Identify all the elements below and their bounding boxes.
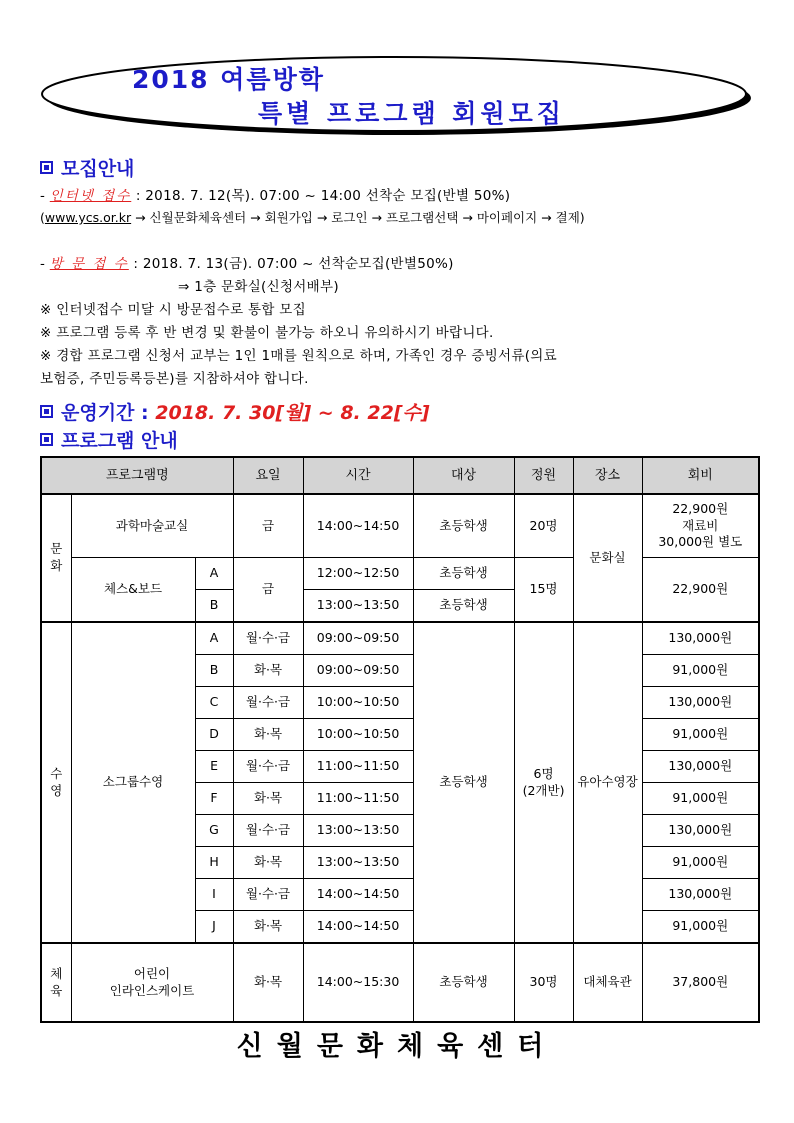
program-name: 소그룹수영 xyxy=(71,622,195,943)
program-day: 월·수·금 xyxy=(233,879,303,911)
program-target: 초등학생 xyxy=(413,943,514,1022)
square-bullet-icon xyxy=(40,405,53,418)
title-line-1: 2018 여름방학 xyxy=(132,65,325,94)
note-3a: ※ 경합 프로그램 신청서 교부는 1인 1매를 원칙으로 하며, 가족인 경우 증빙서류(의료 xyxy=(40,348,557,364)
program-fee: 91,000원 xyxy=(642,847,759,879)
header-fee: 회비 xyxy=(642,457,759,494)
program-day: 월·수·금 xyxy=(233,815,303,847)
program-time: 09:00~09:50 xyxy=(303,655,413,687)
recruit-heading: 모집안내 xyxy=(40,154,134,181)
program-fee: 91,000원 xyxy=(642,655,759,687)
program-place: 대체육관 xyxy=(573,943,642,1022)
program-time: 13:00~13:50 xyxy=(303,815,413,847)
note-2: ※ 프로그램 등록 후 반 변경 및 환불이 불가능 하오니 유의하시기 바랍니다. xyxy=(40,325,494,341)
program-fee: 130,000원 xyxy=(642,687,759,719)
program-time: 10:00~10:50 xyxy=(303,719,413,751)
program-fee: 91,000원 xyxy=(642,911,759,944)
internet-apply-label: 인터넷 접수 xyxy=(49,188,132,204)
header-name: 프로그램명 xyxy=(41,457,233,494)
program-day: 화·목 xyxy=(233,783,303,815)
program-place: 유아수영장 xyxy=(573,622,642,943)
class-label: D xyxy=(195,719,233,751)
program-fee: 130,000원 xyxy=(642,622,759,655)
title-banner xyxy=(40,52,752,138)
table-header-row xyxy=(41,457,759,494)
class-label: G xyxy=(195,815,233,847)
operation-period: 2018. 7. 30[월] ~ 8. 22[수] xyxy=(155,402,430,424)
program-place: 문화실 xyxy=(573,494,642,622)
note-1: ※ 인터넷접수 미달 시 방문접수로 통합 모집 xyxy=(40,302,306,318)
class-label: H xyxy=(195,847,233,879)
program-target: 초등학생 xyxy=(413,590,514,623)
category-culture: 문 화 xyxy=(41,494,71,622)
table-row xyxy=(41,558,759,590)
program-day: 금 xyxy=(233,494,303,558)
visit-apply-line: - 방 문 접 수 : 2018. 7. 13(금). 07:00 ~ 선착순모집(반별50%) xyxy=(40,256,454,272)
header-place: 장소 xyxy=(573,457,642,494)
program-name: 어린이 인라인스케이트 xyxy=(71,943,233,1022)
program-day: 화·목 xyxy=(233,847,303,879)
program-fee: 22,900원 재료비 30,000원 별도 xyxy=(642,494,759,558)
header-time: 시간 xyxy=(303,457,413,494)
class-label: J xyxy=(195,911,233,944)
square-bullet-icon xyxy=(40,161,53,174)
program-fee: 130,000원 xyxy=(642,879,759,911)
title-line-2: 특별 프로그램 회원모집 xyxy=(258,99,565,128)
square-bullet-icon xyxy=(40,433,53,446)
class-label: A xyxy=(195,558,233,590)
program-time: 13:00~13:50 xyxy=(303,590,413,623)
operation-heading: 운영기간 : 2018. 7. 30[월] ~ 8. 22[수] xyxy=(40,398,430,425)
class-label: B xyxy=(195,590,233,623)
program-name: 과학마술교실 xyxy=(71,494,233,558)
program-fee: 130,000원 xyxy=(642,751,759,783)
category-pe: 체 육 xyxy=(41,943,71,1022)
visit-apply-label: 방 문 접 수 xyxy=(49,256,129,272)
program-capacity: 15명 xyxy=(514,558,573,623)
class-label: I xyxy=(195,879,233,911)
program-day: 금 xyxy=(233,558,303,623)
program-name: 체스&보드 xyxy=(71,558,195,623)
program-day: 월·수·금 xyxy=(233,622,303,655)
program-time: 11:00~11:50 xyxy=(303,783,413,815)
program-fee: 22,900원 xyxy=(642,558,759,623)
program-target: 초등학생 xyxy=(413,558,514,590)
internet-steps-line: (www.ycs.or.kr → 신월문화체육센터 → 회원가입 → 로그인 → 프로그램선택 → 마이페이지 → 결제) xyxy=(40,210,585,225)
class-label: E xyxy=(195,751,233,783)
program-heading: 프로그램 안내 xyxy=(40,426,178,453)
program-time: 10:00~10:50 xyxy=(303,687,413,719)
program-time: 13:00~13:50 xyxy=(303,847,413,879)
program-table xyxy=(40,456,760,1023)
program-time: 14:00~14:50 xyxy=(303,879,413,911)
visit-place-line: ⇒ 1층 문화실(신청서배부) xyxy=(178,279,339,295)
program-day: 화·목 xyxy=(233,911,303,944)
program-fee: 91,000원 xyxy=(642,783,759,815)
class-label: B xyxy=(195,655,233,687)
class-label: F xyxy=(195,783,233,815)
program-capacity: 30명 xyxy=(514,943,573,1022)
program-time: 09:00~09:50 xyxy=(303,622,413,655)
program-target: 초등학생 xyxy=(413,494,514,558)
class-label: A xyxy=(195,622,233,655)
header-day: 요일 xyxy=(233,457,303,494)
header-target: 대상 xyxy=(413,457,514,494)
program-fee: 130,000원 xyxy=(642,815,759,847)
program-time: 12:00~12:50 xyxy=(303,558,413,590)
program-time: 14:00~15:30 xyxy=(303,943,413,1022)
table-row xyxy=(41,494,759,558)
header-capacity: 정원 xyxy=(514,457,573,494)
program-target: 초등학생 xyxy=(413,622,514,943)
website-link[interactable]: www.ycs.or.kr xyxy=(44,210,132,225)
program-time: 11:00~11:50 xyxy=(303,751,413,783)
footer-center-name: 신월문화체육센터 xyxy=(236,1031,558,1062)
program-time: 14:00~14:50 xyxy=(303,911,413,944)
program-day: 화·목 xyxy=(233,655,303,687)
internet-apply-line: - 인터넷 접수 : 2018. 7. 12(목). 07:00 ~ 14:00 선착순 모집(반별 50%) xyxy=(40,188,511,204)
note-3b: 보험증, 주민등록등본)를 지참하셔야 합니다. xyxy=(40,371,309,387)
program-day: 월·수·금 xyxy=(233,687,303,719)
program-day: 화·목 xyxy=(233,943,303,1022)
program-time: 14:00~14:50 xyxy=(303,494,413,558)
program-capacity: 20명 xyxy=(514,494,573,558)
program-day: 월·수·금 xyxy=(233,751,303,783)
program-fee: 37,800원 xyxy=(642,943,759,1022)
program-fee: 91,000원 xyxy=(642,719,759,751)
table-row xyxy=(41,622,759,655)
table-row xyxy=(41,943,759,1022)
category-swim: 수 영 xyxy=(41,622,71,943)
program-day: 화·목 xyxy=(233,719,303,751)
class-label: C xyxy=(195,687,233,719)
program-capacity: 6명 (2개반) xyxy=(514,622,573,943)
